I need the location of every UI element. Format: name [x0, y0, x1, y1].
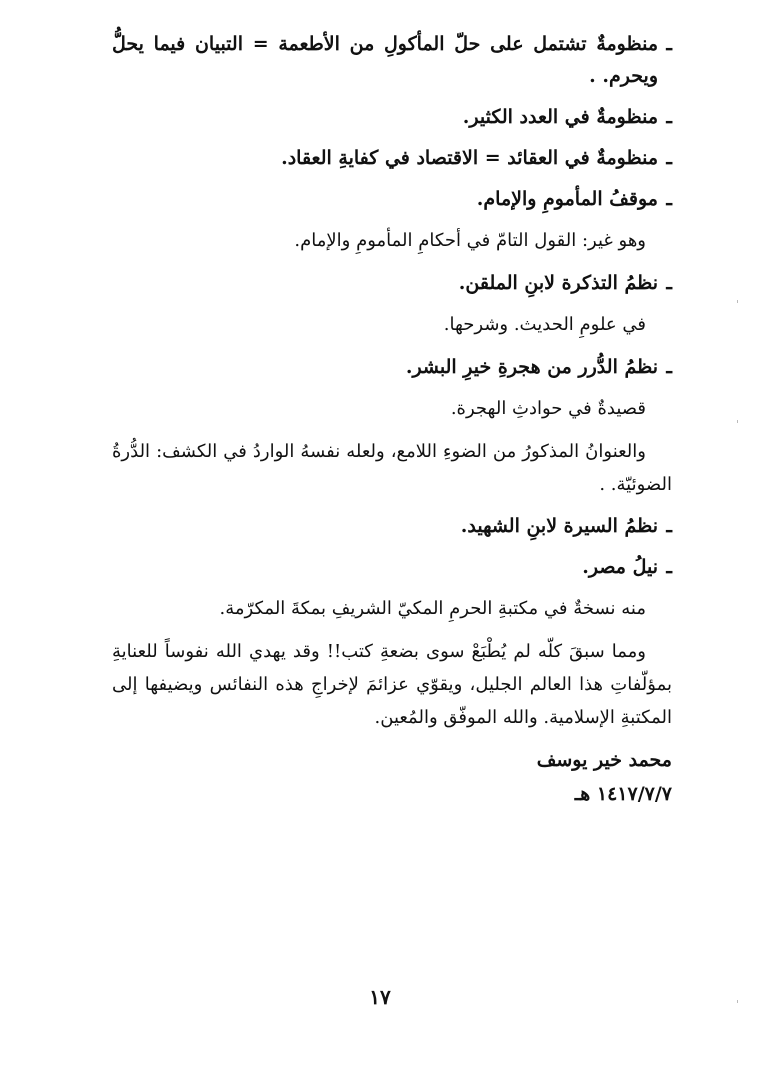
item-marker: ـ: [666, 356, 672, 378]
item-marker: ـ: [666, 147, 672, 169]
list-item: [112, 351, 672, 383]
item-note: وهو غير: القول التامّ في أحكامِ المأمومِ والإمام.: [294, 230, 646, 251]
scan-edge-mark: [737, 420, 738, 423]
item-text: نظمُ التذكرة لابنِ الملقن.: [458, 272, 658, 294]
item-note: في علومِ الحديث. وشرحها.: [443, 314, 646, 335]
closing-paragraph: ومما سبقَ كلّه لم يُطْبَعْ سوى بضعةِ كتب!! وقد يهدي الله نفوساً للعنايةِ بمؤلّفاتِ هذا العالم الجليل، ويقوّي عزائمَ لإخراجِ هذه النفائس ويضيفها إلى المكتبةِ الإسلامية. والله الموفّق والمُعين.: [112, 641, 672, 728]
list-item: [112, 28, 672, 92]
list-item: [112, 551, 672, 583]
author-signature: محمد خير يوسف: [536, 749, 672, 771]
item-marker: ـ: [666, 272, 672, 294]
list-item: [112, 267, 672, 299]
item-paragraph: والعنوانُ المذكورُ من الضوءِ اللامع، ولعله نفسهُ الواردُ في الكشف: الدُّرةُ الضوئيّة. .: [112, 441, 672, 495]
page-content: [112, 28, 672, 811]
scan-edge-mark: [737, 1000, 738, 1003]
item-marker: ـ: [666, 33, 672, 55]
item-text: منظومةٌ تشتمل على حلّ المأكولِ من الأطعمة = التبيان فيما يحلُّ ويحرم. .: [112, 33, 658, 87]
item-text: نظمُ السيرة لابنِ الشهيد.: [460, 515, 658, 537]
list-item: [112, 510, 672, 542]
list-item: [112, 101, 672, 133]
item-text: موقفُ المأمومِ والإمام.: [476, 188, 658, 210]
scan-edge-mark: [737, 300, 738, 303]
item-text: منظومةٌ في العقائد = الاقتصاد في كفايةِ العقاد.: [281, 147, 658, 169]
item-marker: ـ: [666, 515, 672, 537]
item-marker: ـ: [666, 556, 672, 578]
item-text: نيلُ مصر.: [582, 556, 658, 578]
list-item: [112, 142, 672, 174]
item-marker: ـ: [666, 106, 672, 128]
item-text: منظومةٌ في العدد الكثير.: [462, 106, 658, 128]
signature-date: ١٤١٧/٧/٧ هـ: [574, 783, 672, 805]
item-note: قصيدةٌ في حوادثِ الهجرة.: [450, 398, 646, 419]
item-note: منه نسخةٌ في مكتبةِ الحرمِ المكيّ الشريفِ بمكةَ المكرّمة.: [219, 598, 646, 619]
list-item: [112, 183, 672, 215]
item-text: نظمُ الدُّرر من هجرةِ خيرِ البشر.: [405, 356, 658, 378]
item-marker: ـ: [666, 188, 672, 210]
page-number: ١٧: [369, 985, 391, 1009]
